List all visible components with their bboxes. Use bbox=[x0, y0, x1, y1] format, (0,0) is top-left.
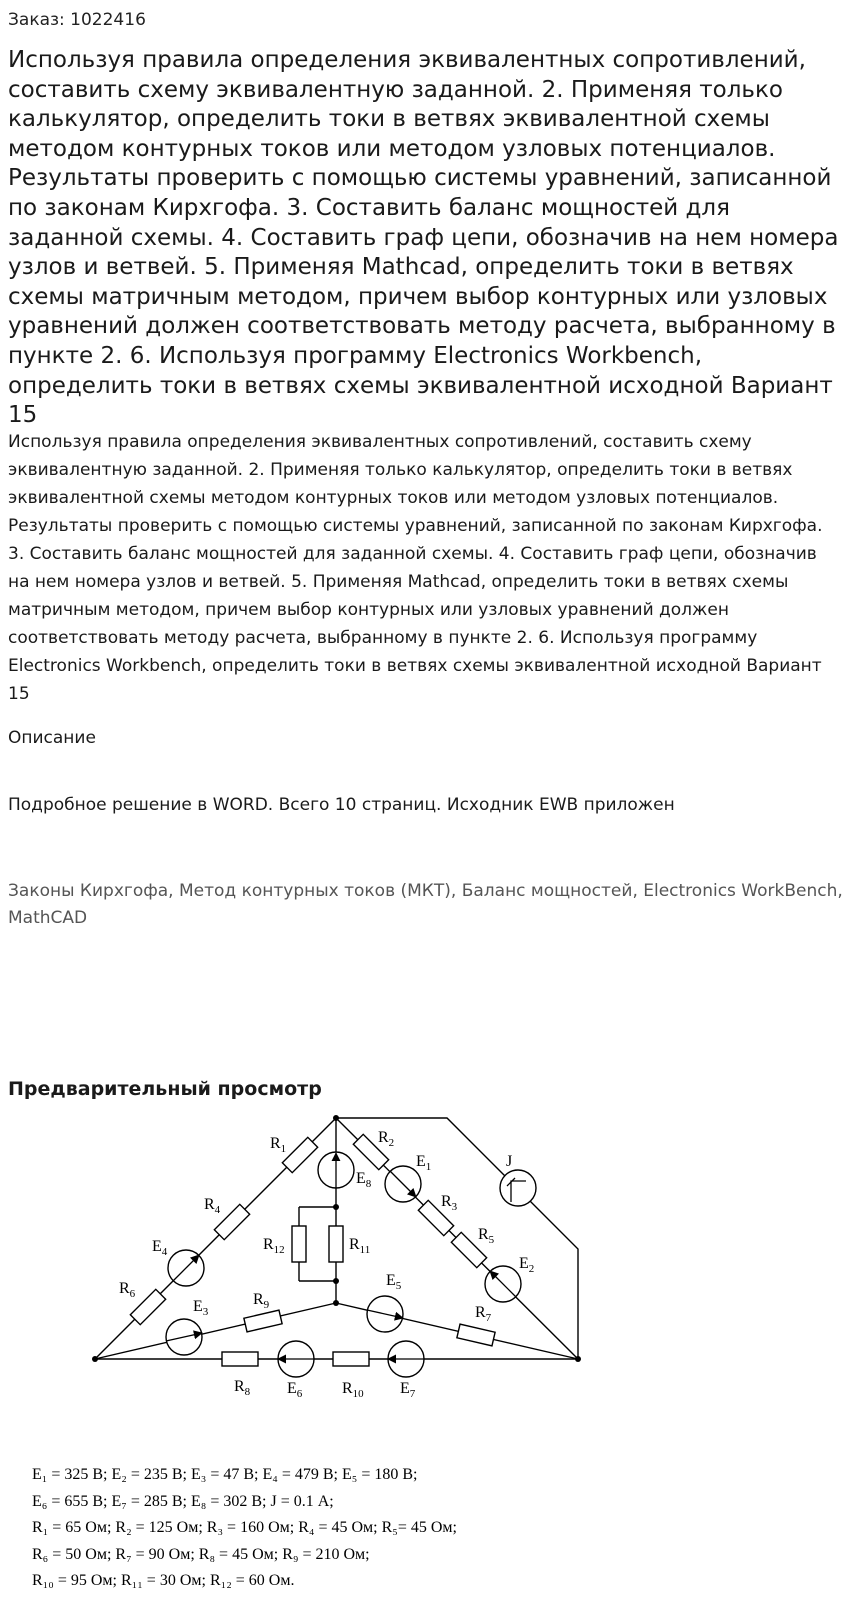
label-r4: $R_4$ bbox=[204, 1196, 221, 1216]
label-r9: $R_9$ bbox=[253, 1291, 270, 1311]
param-line: R₁₀ = 95 Ом; R₁₁ = 30 Ом; R₁₂ = 60 Ом. bbox=[32, 1572, 295, 1589]
param-line: E₁ = 325 В; E₂ = 235 В; E₃ = 47 В; E₄ = 479 В; E₅ = 180 В; bbox=[32, 1466, 418, 1483]
param-line: E₆ = 655 В; E₇ = 285 В; E₈ = 302 В; J = 0.1 А; bbox=[32, 1492, 334, 1510]
label-r2: $R_2$ bbox=[378, 1129, 395, 1149]
label-e2: $E_2$ bbox=[519, 1255, 535, 1275]
resistor-r9 bbox=[244, 1310, 282, 1332]
label-r8: $R_8$ bbox=[234, 1378, 251, 1398]
label-e5: $E_5$ bbox=[386, 1272, 402, 1292]
label-r6: $R_6$ bbox=[119, 1280, 136, 1300]
page-title: Используя правила определения эквивалентных сопротивлений, составить схему эквивалентную заданной. 2. Применяя только калькулятор, определить токи в ветвях эквивалентной схемы методом контурных токов или методом узловых потенциалов. Результаты проверить с помощью системы уравнений, записанной по законам Кирхгофа. 3. Составить баланс мощностей для заданной схемы. 4. Составить граф цепи, обозначив на нем номера узлов и ветвей. 5. Применяя Mathcad, определить токи в ветвях схемы матричным методом, причем выбор контурных или узловых уравнений должен соответствовать методу расчета, выбранному в пункте 2. 6. Используя программу Electronics Workbench, определить токи в ветвях схемы эквивалентной исходной Вариант 15 bbox=[8, 47, 839, 429]
label-r5: $R_5$ bbox=[478, 1226, 495, 1246]
label-e6: $E_6$ bbox=[287, 1380, 303, 1400]
order-number: Заказ: 1022416 bbox=[8, 10, 146, 30]
label-r10: $R_{10}$ bbox=[342, 1380, 364, 1400]
label-e1: $E_1$ bbox=[416, 1153, 432, 1173]
label-r12: $R_{12}$ bbox=[263, 1236, 285, 1256]
label-e8: $E_8$ bbox=[356, 1170, 372, 1190]
resistor-r8 bbox=[222, 1352, 258, 1366]
source-j bbox=[500, 1170, 536, 1206]
param-line: R₁ = 65 Ом; R₂ = 125 Ом; R₃ = 160 Ом; R₄ = 45 Ом; R₅= 45 Ом; bbox=[32, 1519, 457, 1536]
description-text: Подробное решение в WORD. Всего 10 страниц. Исходник EWB приложен bbox=[8, 795, 675, 815]
task-description: Используя правила определения эквивалентных сопротивлений, составить схему эквивалентную заданной. 2. Применяя только калькулятор, определить токи в ветвях эквивалентной схемы методом контурных токов или методом узловых потенциалов. Результаты проверить с помощью системы уравнений, записанной по законам Кирхгофа. 3. Составить баланс мощностей для заданной схемы. 4. Составить граф цепи, обозначив на нем номера узлов и ветвей. 5. Применяя Mathcad, определить токи в ветвях схемы матричным методом, причем выбор контурных или узловых уравнений должен соответствовать методу расчета, выбранному в пункте 2. 6. Используя программу Electronics Workbench, определить токи в ветвях схемы эквивалентной исходной Вариант 15 bbox=[8, 432, 823, 704]
tags-list: Законы Кирхгофа, Метод контурных токов (МКТ), Баланс мощностей, Electronics WorkBench, MathCAD bbox=[8, 881, 843, 928]
resistor-r1 bbox=[282, 1137, 317, 1172]
label-r1: $R_1$ bbox=[270, 1135, 287, 1155]
label-j: J bbox=[506, 1153, 513, 1170]
resistor-r6 bbox=[130, 1289, 165, 1324]
resistor-r12 bbox=[292, 1226, 306, 1262]
resistor-r11 bbox=[329, 1226, 343, 1262]
label-r11: $R_{11}$ bbox=[349, 1236, 371, 1256]
label-e3: $E_3$ bbox=[193, 1298, 209, 1318]
label-r3: $R_3$ bbox=[441, 1193, 458, 1213]
parameter-list bbox=[32, 1462, 457, 1595]
resistor-r10 bbox=[333, 1352, 369, 1366]
resistor-r7 bbox=[457, 1324, 495, 1346]
circuit-schematic bbox=[80, 1112, 610, 1402]
param-line: R₆ = 50 Ом; R₇ = 90 Ом; R₈ = 45 Ом; R₉ = 210 Ом; bbox=[32, 1545, 370, 1563]
label-e4: $E_4$ bbox=[152, 1238, 168, 1258]
label-r7: $R_7$ bbox=[475, 1304, 492, 1324]
description-label: Описание bbox=[8, 728, 96, 748]
label-e7: $E_7$ bbox=[400, 1380, 416, 1400]
preview-title: Предварительный просмотр bbox=[8, 1078, 322, 1100]
